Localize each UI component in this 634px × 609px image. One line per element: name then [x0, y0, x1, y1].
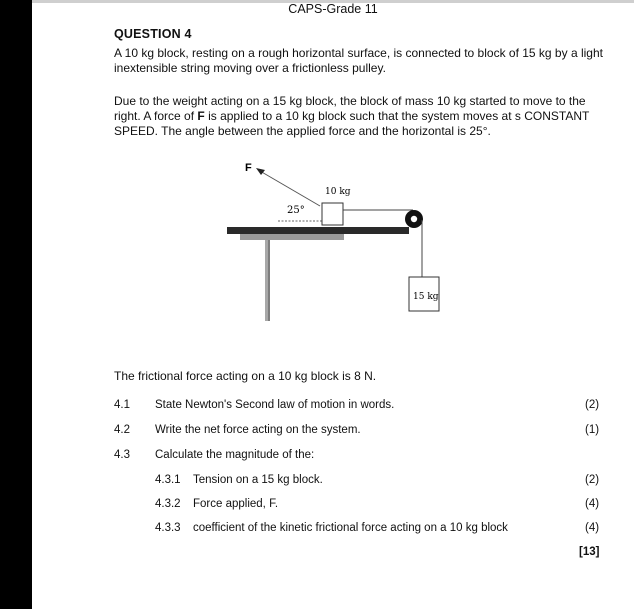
angle-label: 25°: [287, 205, 305, 216]
pulley-diagram: [200, 150, 460, 325]
subquestion-marks: (4): [585, 498, 600, 510]
subquestion-number: 4.3.1: [155, 474, 181, 486]
subquestion-text: Force applied, F.: [193, 498, 279, 510]
question-text: Calculate the magnitude of the:: [155, 449, 315, 461]
left-black-bar: [0, 0, 32, 609]
question-marks: (2): [585, 399, 600, 411]
paragraph-force-part2: is applied to a 10 kg block such that the system moves at s CONSTANT SPEED. The angle between the applied force and the horizontal is 25°.: [114, 109, 590, 138]
force-arrow-line: [260, 171, 320, 206]
subquestion-number: 4.3.3: [155, 522, 181, 534]
question-number: 4.1: [114, 399, 130, 411]
paragraph-force: [114, 94, 606, 139]
subquestion-marks: (4): [585, 522, 600, 534]
block-15kg-label: 15 kg: [413, 292, 439, 302]
paragraph-force-symbol: F: [197, 109, 205, 123]
friction-statement: The frictional force acting on a 10 kg block is 8 N.: [114, 369, 377, 383]
total-marks: [13]: [579, 546, 600, 558]
question-number: 4.3: [114, 449, 130, 461]
force-label: F: [245, 162, 252, 174]
table-ledge: [240, 234, 344, 240]
block-10kg-label: 10 kg: [325, 187, 351, 197]
force-arrow-head: [256, 168, 265, 175]
table-top: [227, 227, 409, 234]
subquestion-number: 4.3.2: [155, 498, 181, 510]
question-marks: (1): [585, 424, 600, 436]
subquestion-marks: (2): [585, 474, 600, 486]
paragraph-setup: A 10 kg block, resting on a rough horizontal surface, is connected to block of 15 kg by a light inextensible string moving over a frictionless pulley.: [114, 46, 603, 75]
question-number: 4.2: [114, 424, 130, 436]
question-text: State Newton's Second law of motion in words.: [155, 399, 395, 411]
subquestion-text: Tension on a 15 kg block.: [193, 474, 323, 486]
paragraph-force-part1: Due to the weight acting on a 15 kg block, the block of mass 10 kg started to move to the right. A force of: [114, 94, 586, 123]
subquestion-text: coefficient of the kinetic frictional force acting on a 10 kg block: [193, 522, 508, 534]
pulley-hub: [411, 216, 417, 222]
question-text: Write the net force acting on the system.: [155, 424, 361, 436]
question-title: QUESTION 4: [114, 27, 192, 41]
page-header: CAPS-Grade 11: [288, 2, 378, 16]
block-10kg: [322, 203, 343, 225]
